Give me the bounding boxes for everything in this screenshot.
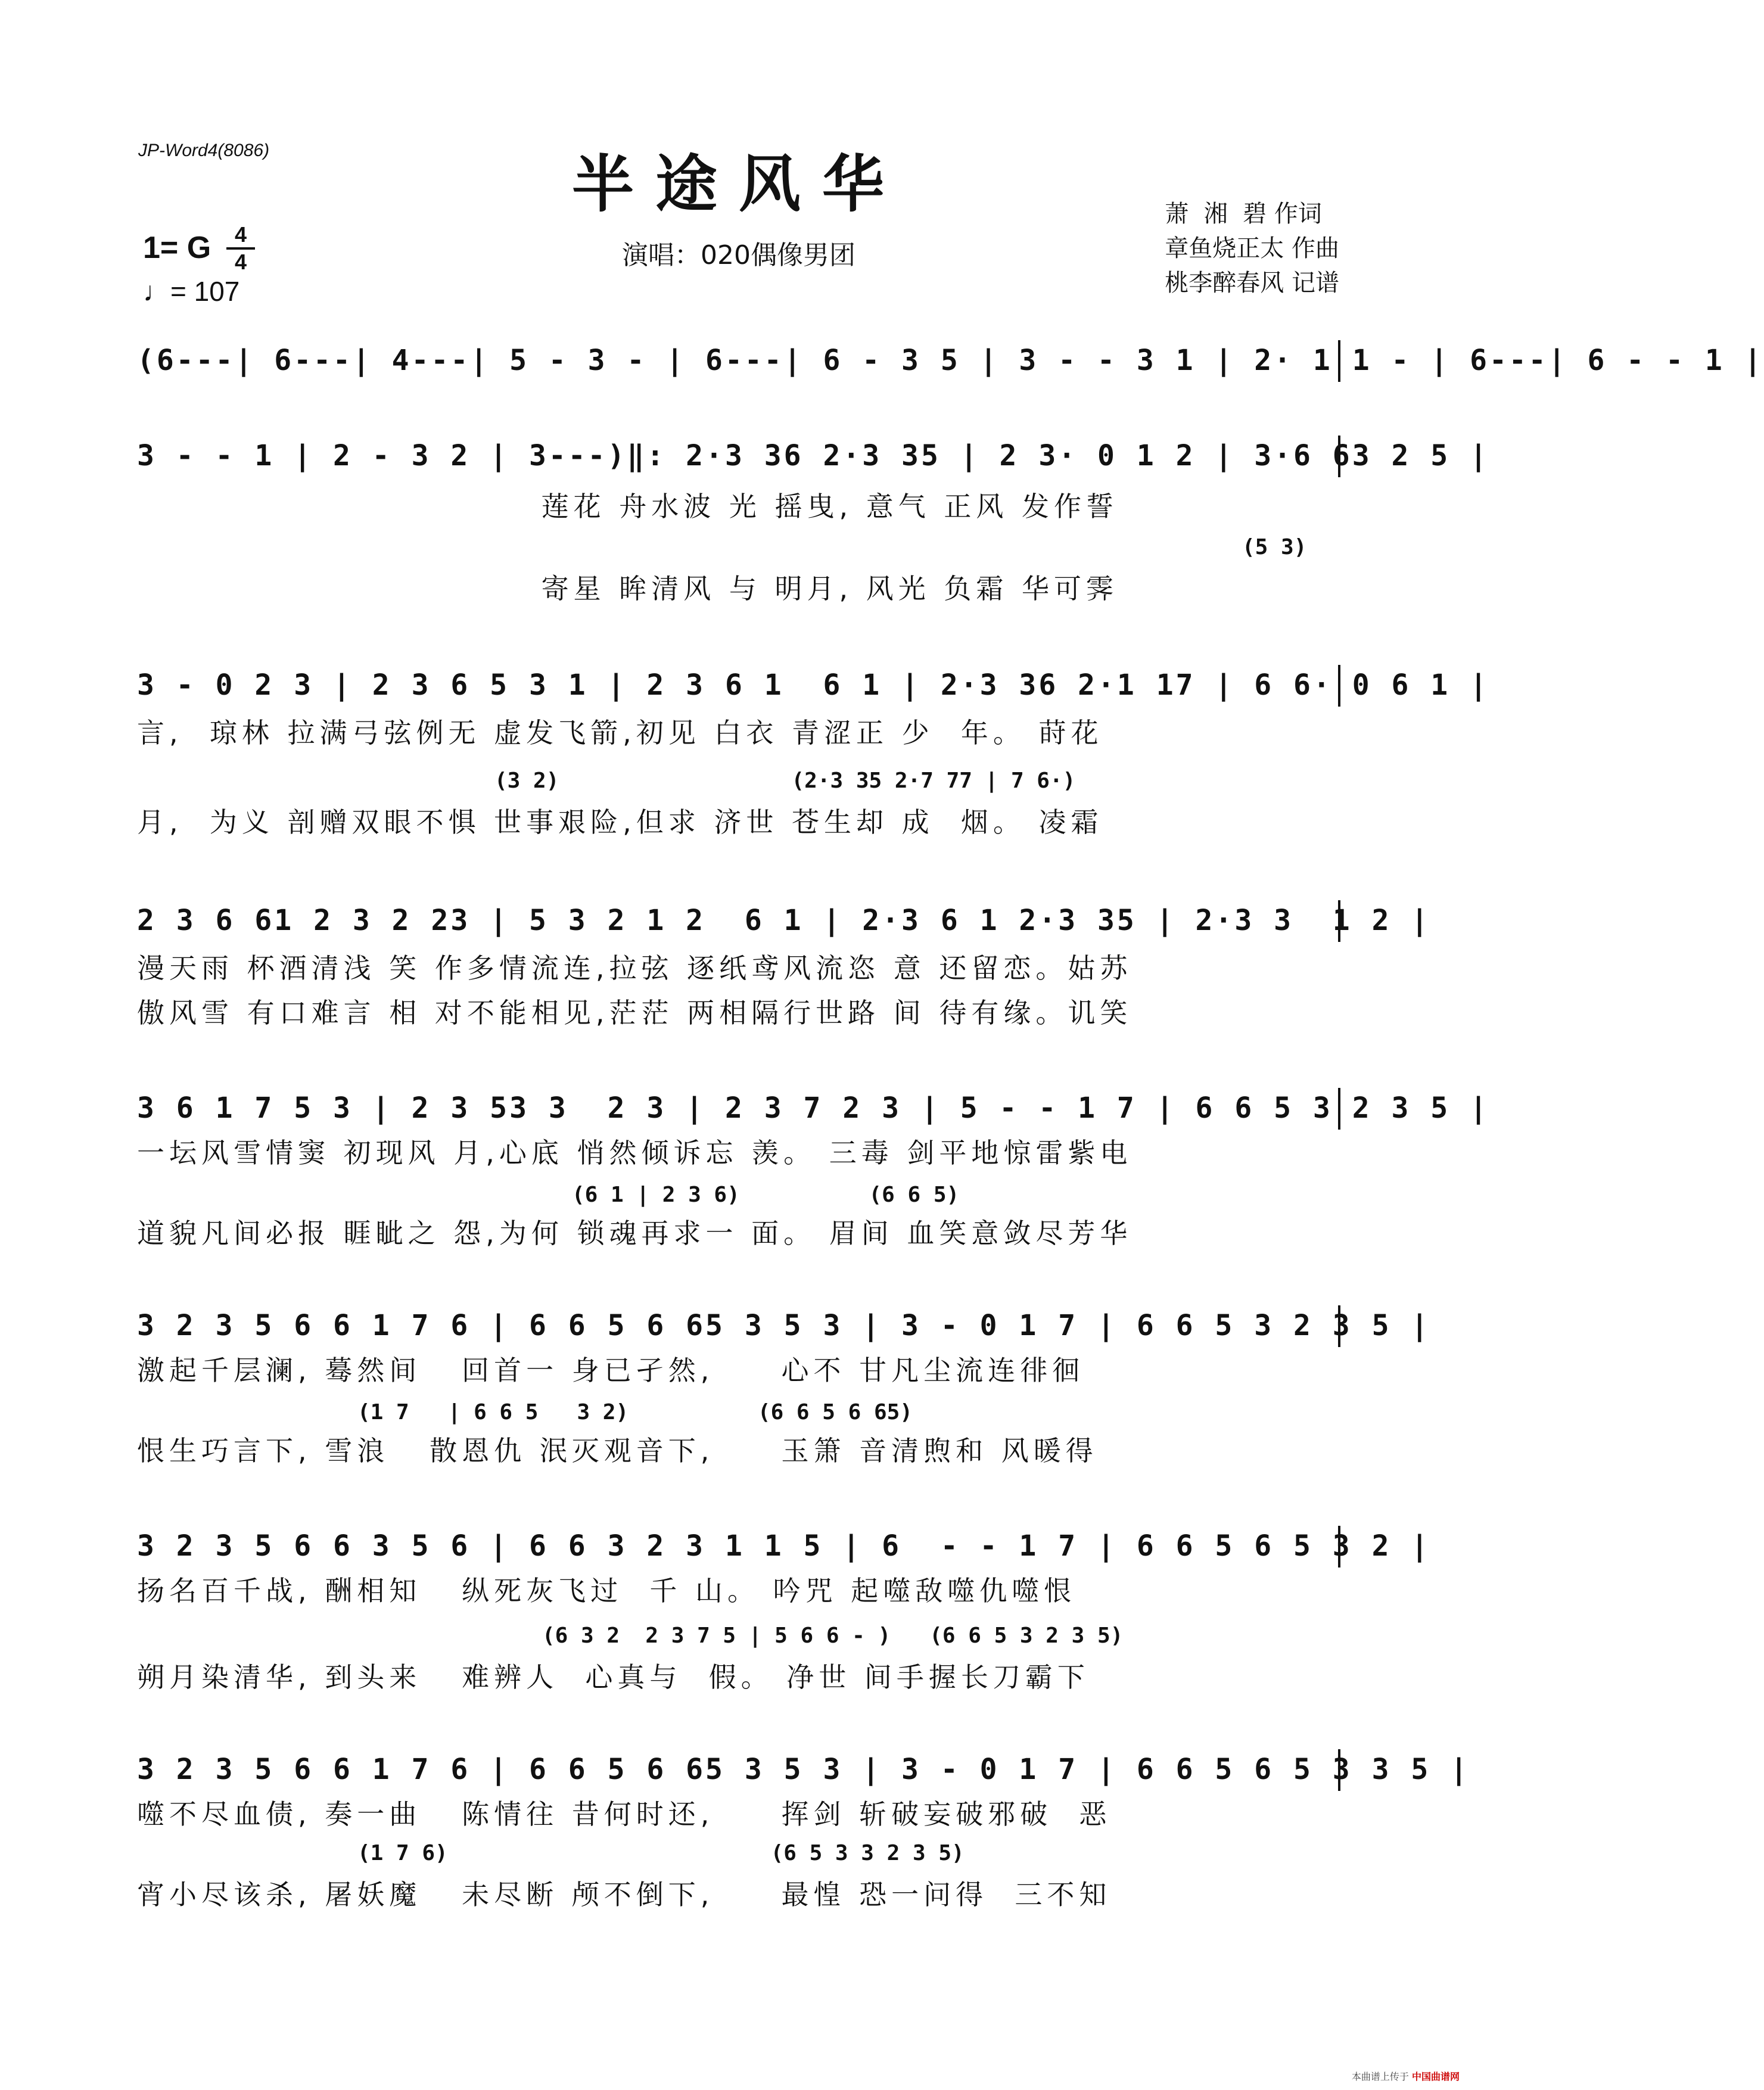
key-signature: 1= G xyxy=(143,231,211,265)
footer-brand[interactable]: 中国曲谱网 xyxy=(1411,2071,1460,2082)
author-credits xyxy=(1165,197,1339,300)
footer-note: 本曲谱上传于 xyxy=(1351,2071,1409,2082)
notes-line: 3 6 1 7 5 3 | 2 3 53 3 2 3 | 2 3 7 2 3 | 5 - - 1 7 | 6 6 5 3 2 3 5 | xyxy=(137,1091,1489,1125)
alt-notes: (1 7 6) (6 5 3 3 2 3 5) xyxy=(357,1841,965,1865)
lyric-verse-1: 一坛风雪情窦 初现风 月,心底 悄然倾诉忘 羡。 三毒 剑平地惊雷紫电 xyxy=(137,1137,1133,1169)
notes-line: 3 2 3 5 6 6 1 7 6 | 6 6 5 6 65 3 5 3 | 3 - 0 1 7 | 6 6 5 6 5 3 3 5 | xyxy=(137,1753,1470,1786)
song-title: 半途风华 xyxy=(571,147,906,220)
lyric-verse-1: 漫天雨 杯酒清浅 笑 作多情流连,拉弦 逐纸鸢风流恣 意 还留恋。姑苏 xyxy=(137,952,1133,984)
lyric-verse-1: 扬名百千战, 酬相知 纵死灰飞过 千 山。 吟咒 起噬敌噬仇噬恨 xyxy=(137,1575,1077,1607)
lyric-verse-2: 月, 为义 剖赠双眼不惧 世事艰险,但求 济世 苍生却 成 烟。 凌霜 xyxy=(137,806,1103,838)
singer-credit: 演唱：020偶像男团 xyxy=(622,240,855,270)
alt-notes: (3 2) (2·3 35 2·7 77 | 7 6·) xyxy=(494,769,1076,793)
score-system-6 xyxy=(137,1302,1431,1349)
notes-line: 3 - - 1 | 2 - 3 2 | 3---)‖: 2·3 36 2·3 35 | 2 3· 0 1 2 | 3·6 63 2 5 | xyxy=(137,439,1489,472)
time-denominator: 4 xyxy=(234,250,247,274)
end-barline xyxy=(1338,1088,1340,1130)
time-numerator: 4 xyxy=(234,222,247,247)
watermark-footer xyxy=(1352,2069,1460,2083)
alt-notes: (5 3) xyxy=(1242,535,1307,559)
end-barline xyxy=(1338,1749,1340,1791)
software-label: JP-Word4(8086) xyxy=(138,141,270,160)
end-barline xyxy=(1338,436,1340,477)
score-system-8 xyxy=(137,1746,1470,1793)
lyric-verse-2: 傲风雪 有口难言 相 对不能相见,茫茫 两相隔行世路 间 待有缘。讥笑 xyxy=(137,997,1133,1029)
score-system-5 xyxy=(137,1084,1489,1132)
score-system-3 xyxy=(137,661,1489,709)
score-system-4 xyxy=(137,897,1431,944)
notes-line: 3 2 3 5 6 6 1 7 6 | 6 6 5 6 65 3 5 3 | 3 - 0 1 7 | 6 6 5 3 2 3 5 | xyxy=(137,1309,1431,1342)
lyric-verse-2: 宵小尽该杀, 屠妖魔 未尽断 颅不倒下, 最惶 恐一问得 三不知 xyxy=(137,1878,1112,1911)
lyric-verse-2: 道貌凡间必报 睚眦之 怨,为何 锁魂再求一 面。 眉间 血笑意敛尽芳华 xyxy=(137,1217,1133,1249)
lyric-verse-1: 莲花 舟水波 光 摇曳, 意气 正风 发作誓 xyxy=(137,490,1119,522)
notes-line: 3 - 0 2 3 | 2 3 6 5 3 1 | 2 3 6 1 6 1 | 2·3 36 2·1 17 | 6 6· 0 6 1 | xyxy=(137,668,1489,702)
alt-notes: (6 1 | 2 3 6) (6 6 5) xyxy=(572,1183,960,1207)
end-barline xyxy=(1338,665,1340,707)
lyric-verse-1: 激起千层澜, 蓦然间 回首一 身已孑然, 心不 甘凡尘流连徘徊 xyxy=(137,1354,1085,1386)
end-barline xyxy=(1338,340,1340,382)
lyricist-credit: 萧 湘 碧 作词 xyxy=(1165,200,1322,228)
notes-line: (6---| 6---| 4---| 5 - 3 - | 6---| 6 - 3 5 | 3 - - 3 1 | 2· 1 1 - | 6---| 6 - - 1 | xyxy=(137,344,1764,377)
score-system-2 xyxy=(137,432,1489,480)
alt-notes: (1 7 | 6 6 5 3 2) (6 6 5 6 65) xyxy=(357,1400,913,1425)
transcriber-credit: 桃李醉春风 记谱 xyxy=(1165,269,1339,297)
end-barline xyxy=(1338,1305,1340,1347)
lyric-verse-1: 言, 琼林 拉满弓弦例无 虚发飞箭,初见 白衣 青涩正 少 年。 莳花 xyxy=(137,717,1103,749)
score-system-7 xyxy=(137,1522,1431,1570)
lyric-verse-1: 噬不尽血债, 奏一曲 陈情往 昔何时还, 挥剑 斩破妄破邪破 恶 xyxy=(137,1798,1112,1830)
alt-notes: (6 3 2 2 3 7 5 | 5 6 6 - ) (6 6 5 3 2 3 5) xyxy=(542,1624,1124,1648)
lyric-verse-2: 恨生巧言下, 雪浪 散恩仇 泯灭观音下, 玉箫 音清煦和 风暖得 xyxy=(137,1435,1098,1467)
lyric-verse-2: 朔月染清华, 到头来 难辨人 心真与 假。 净世 间手握长刀霸下 xyxy=(137,1661,1090,1693)
end-barline xyxy=(1338,900,1340,942)
score-system-1 xyxy=(137,337,1764,384)
end-barline xyxy=(1338,1526,1340,1568)
composer-credit: 章鱼烧正太 作曲 xyxy=(1165,235,1339,262)
notes-line: 3 2 3 5 6 6 3 5 6 | 6 6 3 2 3 1 1 5 | 6 - - 1 7 | 6 6 5 6 5 3 2 | xyxy=(137,1529,1431,1563)
lyric-verse-2: 寄星 眸清风 与 明月, 风光 负霜 华可霁 xyxy=(137,573,1119,605)
tempo-marking: ♩= 107 xyxy=(143,276,240,307)
notes-line: 2 3 6 61 2 3 2 23 | 5 3 2 1 2 6 1 | 2·3 6 1 2·3 35 | 2·3 3 1 2 | xyxy=(137,904,1431,937)
